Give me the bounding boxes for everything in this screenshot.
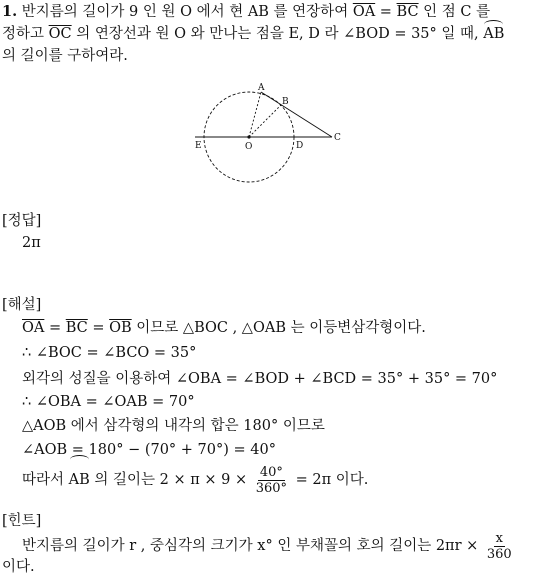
solution-line-5: △AOB 에서 삼각형의 내각의 합은 180° 이므로 — [22, 418, 325, 434]
hint-fraction-numerator: x — [495, 530, 503, 546]
problem-line-2 — [2, 25, 504, 43]
sol-text-7c: = 2π 이다. — [291, 472, 369, 488]
problem-text-3: 의 길이를 구하여라. — [2, 48, 128, 64]
answer-header: [정답] — [2, 213, 42, 229]
problem-line-3 — [2, 47, 128, 65]
fraction-x-360 — [485, 531, 514, 562]
solution-line-3: 외각의 성질을 이용하여 ∠OBA = ∠BOD + ∠BCD = 35° + 35° = 70° — [22, 371, 498, 387]
segment-oc: $\overline{OC}$ — [48, 26, 72, 42]
segment-oa: $\overline{OA}$ — [352, 4, 376, 20]
label-o: O — [245, 142, 253, 152]
arc-ab: AB — [483, 26, 505, 42]
sol-segment-oa: $\overline{OA}$ — [22, 320, 45, 336]
hint-fraction-denominator: 360 — [486, 546, 512, 562]
fraction-denominator: 360° — [255, 480, 288, 496]
fraction-numerator: 40° — [259, 464, 283, 480]
fraction-40-360 — [254, 465, 289, 496]
segment-bc: $\overline{BC}$ — [396, 4, 419, 20]
problem-number: 1. — [2, 3, 18, 20]
solution-line-2: ∴ ∠BOC = ∠BCO = 35° — [22, 345, 197, 361]
hint-line-1 — [22, 526, 516, 566]
label-a: A — [258, 83, 265, 93]
hint-text-1: 반지름의 길이가 r , 중심각의 크기가 x° 인 부채꼴의 호의 길이는 2πr × — [22, 538, 483, 554]
sol-arc-ab: AB — [69, 460, 90, 500]
sol-segment-bc: $\overline{BC}$ — [65, 320, 88, 336]
answer-value: 2π — [22, 235, 41, 251]
label-e: E — [195, 141, 202, 151]
segment-oa-line — [249, 92, 261, 137]
geometry-figure — [185, 78, 355, 190]
solution-line-4: ∴ ∠OBA = ∠OAB = 70° — [22, 394, 195, 410]
label-d: D — [296, 141, 304, 151]
solution-header: [해설] — [2, 297, 42, 313]
problem-text-2a: 정하고 — [2, 26, 49, 42]
sol-text-7b: 의 길이는 2 × π × 9 × — [89, 472, 252, 488]
label-c: C — [334, 133, 341, 143]
sol-text-7a: 따라서 — [22, 472, 69, 488]
sol-text-1: 이므로 △BOC , △OAB 는 이등변삼각형이다. — [131, 320, 426, 336]
problem-line-1 — [2, 3, 490, 21]
equals-sign: = — [375, 4, 397, 20]
hint-header: [힌트] — [2, 513, 42, 529]
sol-segment-ob: $\overline{OB}$ — [109, 320, 132, 336]
solution-line-7 — [22, 460, 368, 500]
hint-line-2: 이다. — [2, 559, 35, 575]
sol-eq-1: = — [44, 320, 66, 336]
problem-text-1b: 인 점 C 를 — [418, 4, 491, 20]
solution-line-6: ∠AOB = 180° − (70° + 70°) = 40° — [22, 442, 276, 458]
center-point — [247, 135, 250, 138]
label-b: B — [282, 97, 289, 107]
problem-text-1a: 반지름의 길이가 9 인 원 O 에서 현 AB 를 연장하여 — [21, 4, 353, 20]
problem-text-2b: 의 연장선과 원 O 와 만나는 점을 E, D 라 ∠BOD = 35° 일 때, — [71, 26, 484, 42]
sol-eq-2: = — [87, 320, 110, 336]
segment-ob-line — [249, 105, 281, 137]
solution-line-1 — [22, 319, 426, 337]
line-ac — [261, 92, 332, 137]
